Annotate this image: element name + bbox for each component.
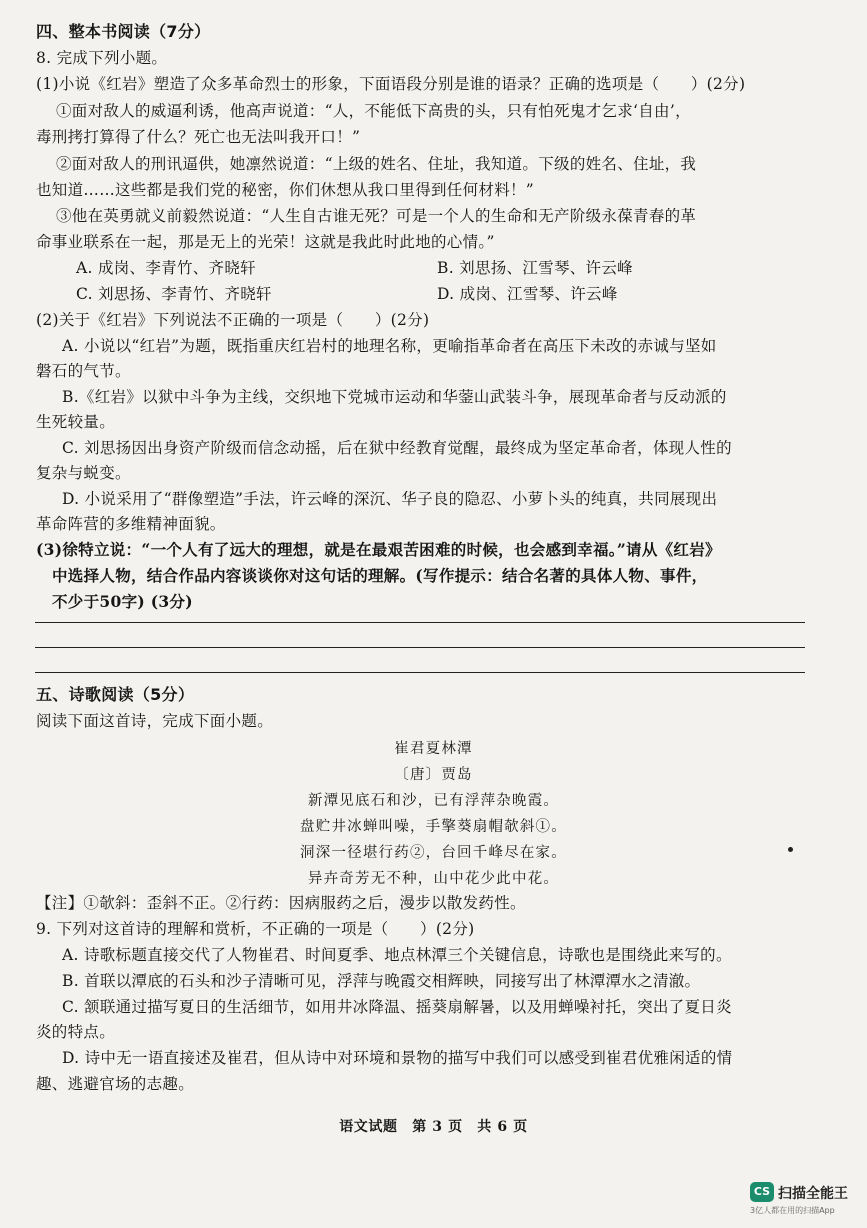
watermark-tagline: 3亿人都在用的扫描App	[750, 1206, 835, 1215]
question-8-stem: 8. 完成下列小题。	[36, 49, 168, 67]
q8-2-option-c-line-1: C. 刘思扬因出身资产阶级而信念动摇，后在狱中经教育觉醒，最终成为坚定革命者，体现人性的	[62, 439, 732, 457]
poem-line-1: 新潭见底石和沙，已有浮萍杂晚霞。	[307, 793, 560, 809]
option-b: B. 刘思扬、江雪琴、许云峰	[437, 259, 633, 277]
stray-dot-mark	[788, 847, 793, 852]
question-8-2-stem: (2)关于《红岩》下列说法不正确的一项是（ ）(2分)	[36, 311, 430, 329]
option-c: C. 刘思扬、李青竹、齐晓轩	[76, 285, 272, 303]
q9-option-d-line-2: 趣、逃避官场的志趣。	[36, 1075, 195, 1093]
section-5-title: 五、诗歌阅读（5分）	[36, 685, 195, 704]
q8-2-option-d-line-2: 革命阵营的多维精神面貌。	[36, 515, 226, 533]
q9-option-d-line-1: D. 诗中无一语直接述及崔君，但从诗中对环境和景物的描写中我们可以感受到崔君优雅闲适的情	[62, 1049, 733, 1067]
q8-2-option-a-line-2: 磐石的气节。	[36, 362, 131, 380]
option-a: A. 成岗、李青竹、齐晓轩	[76, 259, 256, 277]
question-9-stem: 9. 下列对这首诗的理解和赏析，不正确的一项是（ ）(2分)	[36, 920, 475, 938]
poem-line-4: 异卉奇芳无不种，山中花少此中花。	[307, 871, 560, 887]
poem-notes: 【注】①欹斜：歪斜不正。②行药：因病服药之后，漫步以散发药性。	[36, 894, 526, 912]
section-5-intro: 阅读下面这首诗，完成下面小题。	[36, 712, 274, 730]
question-8-3-line-3: 不少于50字) (3分)	[52, 592, 193, 611]
q8-2-option-b-line-2: 生死较量。	[36, 413, 116, 431]
answer-line-1	[35, 622, 805, 623]
watermark-app-name: 扫描全能王	[778, 1186, 848, 1202]
q9-option-b: B. 首联以潭底的石头和沙子清晰可见，浮萍与晚霞交相辉映，同接写出了林潭潭水之清澈。	[62, 972, 701, 990]
q8-2-option-c-line-2: 复杂与蜕变。	[36, 464, 131, 482]
quote-1-line-2: 毒刑拷打算得了什么？死亡也无法叫我开口！”	[36, 128, 361, 146]
question-8-1-stem: (1)小说《红岩》塑造了众多革命烈士的形象，下面语段分别是谁的语录？正确的选项是（ ）(2分)	[36, 75, 746, 93]
quote-3-line-2: 命事业联系在一起，那是无上的光荣！这就是我此时此地的心情。”	[36, 233, 495, 251]
answer-line-2	[35, 647, 805, 648]
section-4-title: 四、整本书阅读（7分）	[36, 22, 211, 41]
camscanner-logo-icon: CS	[750, 1182, 774, 1202]
q9-option-c-line-2: 炎的特点。	[36, 1023, 116, 1041]
page-footer: 语文试题 第 3 页 共 6 页	[339, 1119, 528, 1135]
quote-3-line-1: ③他在英勇就义前毅然说道：“人生自古谁无死？可是一个人的生命和无产阶级永葆青春的革	[56, 207, 697, 225]
poem-title: 崔君夏林潭	[394, 741, 473, 757]
q8-2-option-a-line-1: A. 小说以“红岩”为题，既指重庆红岩村的地理名称，更喻指革命者在高压下未改的赤诚与坚如	[62, 337, 717, 355]
q9-option-c-line-1: C. 颔联通过描写夏日的生活细节，如用井冰降温、摇葵扇解暑，以及用蝉噪衬托，突出了夏日炎	[62, 998, 732, 1016]
quote-2-line-2: 也知道……这些都是我们党的秘密，你们休想从我口里得到任何材料！”	[36, 181, 535, 199]
poem-author: 〔唐〕贾岛	[394, 767, 473, 783]
question-8-3-line-1: (3)徐特立说：“一个人有了远大的理想，就是在最艰苦困难的时候，也会感到幸福。”请从《红岩》	[36, 540, 721, 559]
option-d: D. 成岗、江雪琴、许云峰	[437, 285, 618, 303]
poem-line-2: 盘贮井冰蝉叫噪，手擎葵扇帽欹斜①。	[300, 819, 567, 835]
question-8-3-line-2: 中选择人物，结合作品内容谈谈你对这句话的理解。(写作提示：结合名著的具体人物、事件，	[52, 566, 708, 585]
q8-2-option-b-line-1: B.《红岩》以狱中斗争为主线，交织地下党城市运动和华蓥山武装斗争，展现革命者与反动派的	[62, 388, 727, 406]
q8-2-option-d-line-1: D. 小说采用了“群像塑造”手法，许云峰的深沉、华子良的隐忍、小萝卜头的纯真，共同展现出	[62, 490, 718, 508]
scanner-watermark	[750, 1182, 860, 1222]
answer-line-3	[35, 672, 805, 673]
q9-option-a: A. 诗歌标题直接交代了人物崔君、时间夏季、地点林潭三个关键信息，诗歌也是围绕此来写的。	[62, 946, 732, 964]
quote-2-line-1: ②面对敌人的刑讯逼供，她凛然说道：“上级的姓名、住址，我知道。下级的姓名、住址，我	[56, 155, 697, 173]
poem-line-3: 洞深一径堪行药②，台回千峰尽在家。	[300, 845, 567, 861]
quote-1-line-1: ①面对敌人的威逼利诱，他高声说道：“人，不能低下高贵的头，只有怕死鬼才乞求‘自由’，	[56, 102, 691, 120]
